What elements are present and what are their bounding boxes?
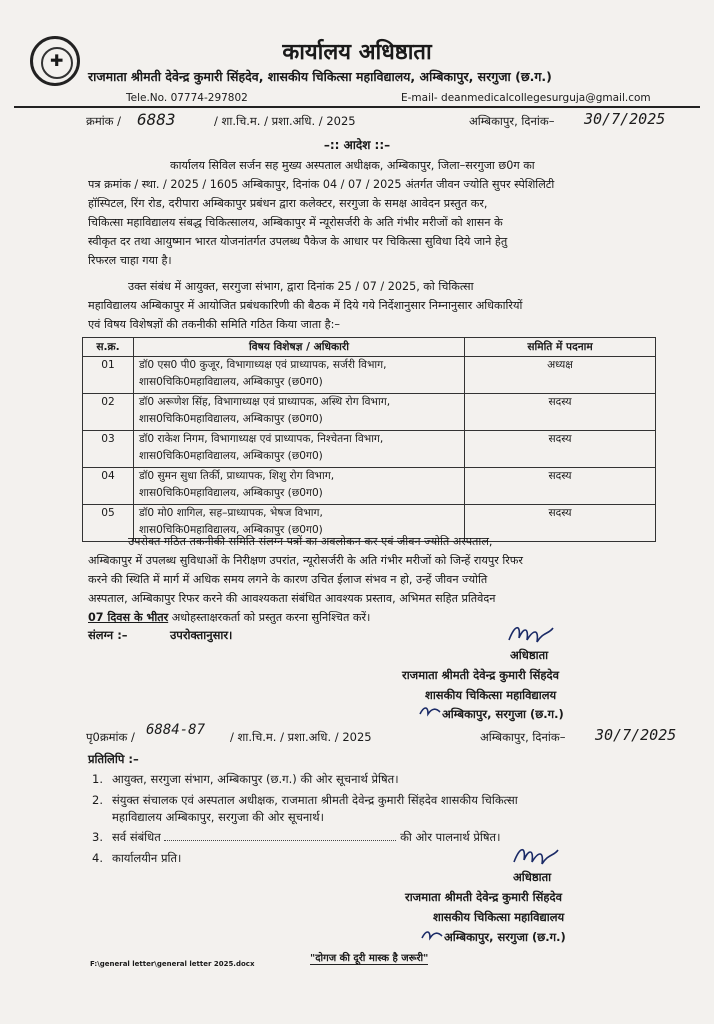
para1-line: पत्र क्रमांक / स्था. / 2025 / 1605 अम्बिकापुर, दिनांक 04 / 07 / 2025 अंतर्गत जीवन ज्योति सुपर स्पेशिलिटी bbox=[88, 178, 555, 191]
member-line: शास0चिकि0महाविद्यालय, अम्बिकापुर (छ0ग0) bbox=[139, 413, 323, 425]
copy-item-text-after: की ओर पालनार्थ प्रेषित। bbox=[400, 830, 501, 844]
signatory-place: अम्बिकापुर, सरगुजा (छ.ग.) bbox=[442, 707, 564, 721]
copy-item: संयुक्त संचालक एवं अस्पताल अधीक्षक, राजमाता श्रीमती देवेन्द्र कुमारी सिंहदेव शासकीय चिकित्सा bbox=[112, 793, 518, 807]
copy-heading: प्रतिलिपि :– bbox=[88, 752, 139, 766]
copy-item-continuation: महाविद्यालय अम्बिकापुर, सरगुजा की ओर सूचनार्थ। bbox=[112, 810, 324, 824]
member-line: डॉ0 अरूणेश सिंह, विभागाध्यक्ष एवं प्राध्यापक, अस्थि रोग विभाग, bbox=[139, 396, 391, 408]
signatory-designation: अधिष्ठाता bbox=[510, 648, 549, 662]
table-header-row bbox=[83, 338, 656, 357]
blank-dotted-line bbox=[164, 831, 396, 841]
endorsement-number-suffix: / शा.चि.म. / प्रशा.अधि. / 2025 bbox=[230, 730, 372, 744]
col-header-role: समिति में पदनाम bbox=[465, 338, 656, 357]
col-header-sno: स.क्र. bbox=[83, 338, 134, 357]
copy-item-number: 3. bbox=[92, 830, 103, 844]
signatory-college-line-1: राजमाता श्रीमती देवेन्द्र कुमारी सिंहदेव bbox=[405, 890, 563, 904]
initial-scribble-icon bbox=[418, 704, 442, 718]
cell-role: सदस्य bbox=[465, 468, 656, 505]
telephone: Tele.No. 07774-297802 bbox=[126, 92, 248, 104]
file-path: F:\general letter\general letter 2025.docx bbox=[90, 960, 255, 968]
member-line: शास0चिकि0महाविद्यालय, अम्बिकापुर (छ0ग0) bbox=[139, 450, 323, 462]
copy-item: आयुक्त, सरगुजा संभाग, अम्बिकापुर (छ.ग.) की ओर सूचनार्थ प्रेषित। bbox=[112, 772, 399, 786]
cell-sno: 04 bbox=[83, 468, 134, 505]
slogan: "दोगज की दूरी मास्क है जरूरी" bbox=[310, 950, 428, 965]
endorsement-number-label: पृ0क्रमांक / bbox=[86, 730, 135, 744]
cell-sno: 05 bbox=[83, 505, 134, 542]
email-address: E-mail- deanmedicalcollegesurguja@gmail.com bbox=[401, 92, 651, 104]
paragraph-3 bbox=[88, 532, 648, 627]
cell-sno: 01 bbox=[83, 357, 134, 394]
member-line: शास0चिकि0महाविद्यालय, अम्बिकापुर (छ0ग0) bbox=[139, 487, 323, 499]
para1-line: स्वीकृत दर तथा आयुष्मान भारत योजनांतर्गत उपलब्ध पैकेज के आधार पर चिकित्सा सुविधा दिये जाने हेतु bbox=[88, 235, 508, 248]
order-number-handwritten: 6883 bbox=[137, 110, 176, 129]
copy-item-number: 4. bbox=[92, 851, 103, 865]
cell-member bbox=[134, 357, 465, 394]
order-number-label: क्रमांक / bbox=[86, 114, 122, 128]
para2-line: उक्त संबंध में आयुक्त, सरगुजा संभाग, द्वारा दिनांक 25 / 07 / 2025, को चिकित्सा bbox=[128, 280, 474, 293]
member-line: डॉ0 एस0 पी0 कुजूर, विभागाध्यक्ष एवं प्राध्यापक, सर्जरी विभाग, bbox=[139, 359, 387, 371]
member-line: शास0चिकि0महाविद्यालय, अम्बिकापुर (छ0ग0) bbox=[139, 376, 323, 388]
order-date-handwritten: 30/7/2025 bbox=[584, 110, 666, 128]
para3-last-line bbox=[88, 608, 648, 627]
cell-role: अध्यक्ष bbox=[465, 357, 656, 394]
order-heading: –:: आदेश ::– bbox=[323, 138, 391, 152]
para3-line: अम्बिकापुर में उपलब्ध सुविधाओं के निरीक्षण उपरांत, न्यूरोसर्जरी के अति गंभीर मरीजों को जिन्हें रायपुर रिफर bbox=[88, 554, 524, 567]
para1-line: चिकित्सा महाविद्यालय संबद्ध चिकित्सालय, अम्बिकापुर में न्यूरोसर्जरी के अति गंभीर मरीजों को शासन के bbox=[88, 216, 503, 229]
endorsement-number-handwritten: 6884-87 bbox=[146, 722, 206, 738]
copy-item-number: 2. bbox=[92, 793, 103, 807]
signatory-college-line-1: राजमाता श्रीमती देवेन्द्र कुमारी सिंहदेव bbox=[402, 668, 560, 682]
signatory-college-line-2: शासकीय चिकित्सा महाविद्यालय bbox=[425, 688, 557, 702]
para3-line: उपरोक्त गठित तकनीकी समिति संलग्न पत्रों का अवलोकन कर एवं जीवन ज्योति अस्पताल, bbox=[128, 535, 493, 548]
college-name: राजमाता श्रीमती देवेन्द्र कुमारी सिंहदेव, शासकीय चिकित्सा महाविद्यालय, अम्बिकापुर, सरगुजा (छ.ग.) bbox=[88, 69, 552, 84]
cell-sno: 03 bbox=[83, 431, 134, 468]
cell-member bbox=[134, 394, 465, 431]
para1-line: कार्यालय सिविल सर्जन सह मुख्य अस्पताल अधीक्षक, अम्बिकापुर, जिला–सरगुजा छ0ग का bbox=[170, 159, 535, 172]
table-row bbox=[83, 468, 656, 505]
para1-line: हॉस्पिटल, रिंग रोड, दरीपारा अम्बिकापुर प्रबंधन द्वारा कलेक्टर, सरगुजा के समक्ष आवेदन प्रस्तुत कर, bbox=[88, 197, 488, 210]
copy-item-number: 1. bbox=[92, 772, 103, 786]
order-number-suffix: / शा.चि.म. / प्रशा.अधि. / 2025 bbox=[214, 114, 356, 128]
para3-line: करने की स्थिति में मार्ग में अधिक समय लगने के कारण उचित ईलाज संभव न हो, उन्हें जीवन ज्योति bbox=[88, 573, 488, 586]
table-row bbox=[83, 357, 656, 394]
member-line: डॉ0 मो0 शागिल, सह–प्राध्यापक, भेषज विभाग, bbox=[139, 507, 323, 519]
member-line: डॉ0 सुमन सुधा तिर्की, प्राध्यापक, शिशु रोग विभाग, bbox=[139, 470, 335, 482]
college-emblem-icon: ✚ bbox=[30, 36, 80, 86]
copy-item bbox=[112, 830, 500, 845]
table-row bbox=[83, 431, 656, 468]
para1-line: रिफरल चाहा गया है। bbox=[88, 254, 172, 267]
order-date-label: अम्बिकापुर, दिनांक– bbox=[469, 114, 555, 128]
member-line: शास0चिकि0महाविद्यालय, अम्बिकापुर (छ0ग0) bbox=[139, 524, 323, 536]
header-divider bbox=[14, 106, 700, 108]
cell-role: सदस्य bbox=[465, 431, 656, 468]
committee-table bbox=[82, 337, 656, 542]
signature-scribble-icon bbox=[505, 620, 557, 648]
table-row bbox=[83, 394, 656, 431]
signature-scribble-icon bbox=[510, 842, 562, 870]
signatory-designation: अधिष्ठाता bbox=[513, 870, 552, 884]
initial-scribble-icon bbox=[420, 928, 444, 942]
copy-item-text: सर्व संबंधित bbox=[112, 830, 161, 844]
col-header-member: विषय विशेषज्ञ / अधिकारी bbox=[134, 338, 465, 357]
cell-member bbox=[134, 468, 465, 505]
cell-member bbox=[134, 431, 465, 468]
enclosure-value: उपरोक्तानुसार। bbox=[170, 628, 233, 642]
paragraph-1 bbox=[88, 156, 648, 270]
cell-role: सदस्य bbox=[465, 394, 656, 431]
enclosure-label: संलग्न :– bbox=[88, 628, 128, 642]
cell-role: सदस्य bbox=[465, 505, 656, 542]
para3-last-rest: अधोहस्ताक्षरकर्ता को प्रस्तुत करना सुनिश्चित करें। bbox=[168, 611, 371, 624]
signatory-place: अम्बिकापुर, सरगुजा (छ.ग.) bbox=[444, 930, 566, 944]
para3-line: अस्पताल, अम्बिकापुर रिफर करने की आवश्यकता संबंधित आवश्यक प्रस्ताव, अभिमत सहित प्रतिवेदन bbox=[88, 592, 496, 605]
para2-line: एवं विषय विशेषज्ञों की तकनीकी समिति गठित किया जाता है:– bbox=[88, 318, 340, 331]
office-title: कार्यालय अधिष्ठाता bbox=[282, 40, 432, 65]
member-line: डॉ0 राकेश निगम, विभागाध्यक्ष एवं प्राध्यापक, निश्चेतना विभाग, bbox=[139, 433, 384, 445]
endorsement-date-label: अम्बिकापुर, दिनांक– bbox=[480, 730, 566, 744]
paragraph-2 bbox=[88, 277, 648, 334]
copy-item: कार्यालयीन प्रति। bbox=[112, 851, 182, 865]
deadline-text: 07 दिवस के भीतर bbox=[88, 611, 169, 624]
cell-sno: 02 bbox=[83, 394, 134, 431]
signatory-college-line-2: शासकीय चिकित्सा महाविद्यालय bbox=[433, 910, 565, 924]
para2-line: महाविद्यालय अम्बिकापुर में आयोजित प्रबंधकारिणी की बैठक में दिये गये निर्देशानुसार निम्नानुसार अधिकारियों bbox=[88, 299, 523, 312]
endorsement-date-handwritten: 30/7/2025 bbox=[595, 726, 677, 744]
